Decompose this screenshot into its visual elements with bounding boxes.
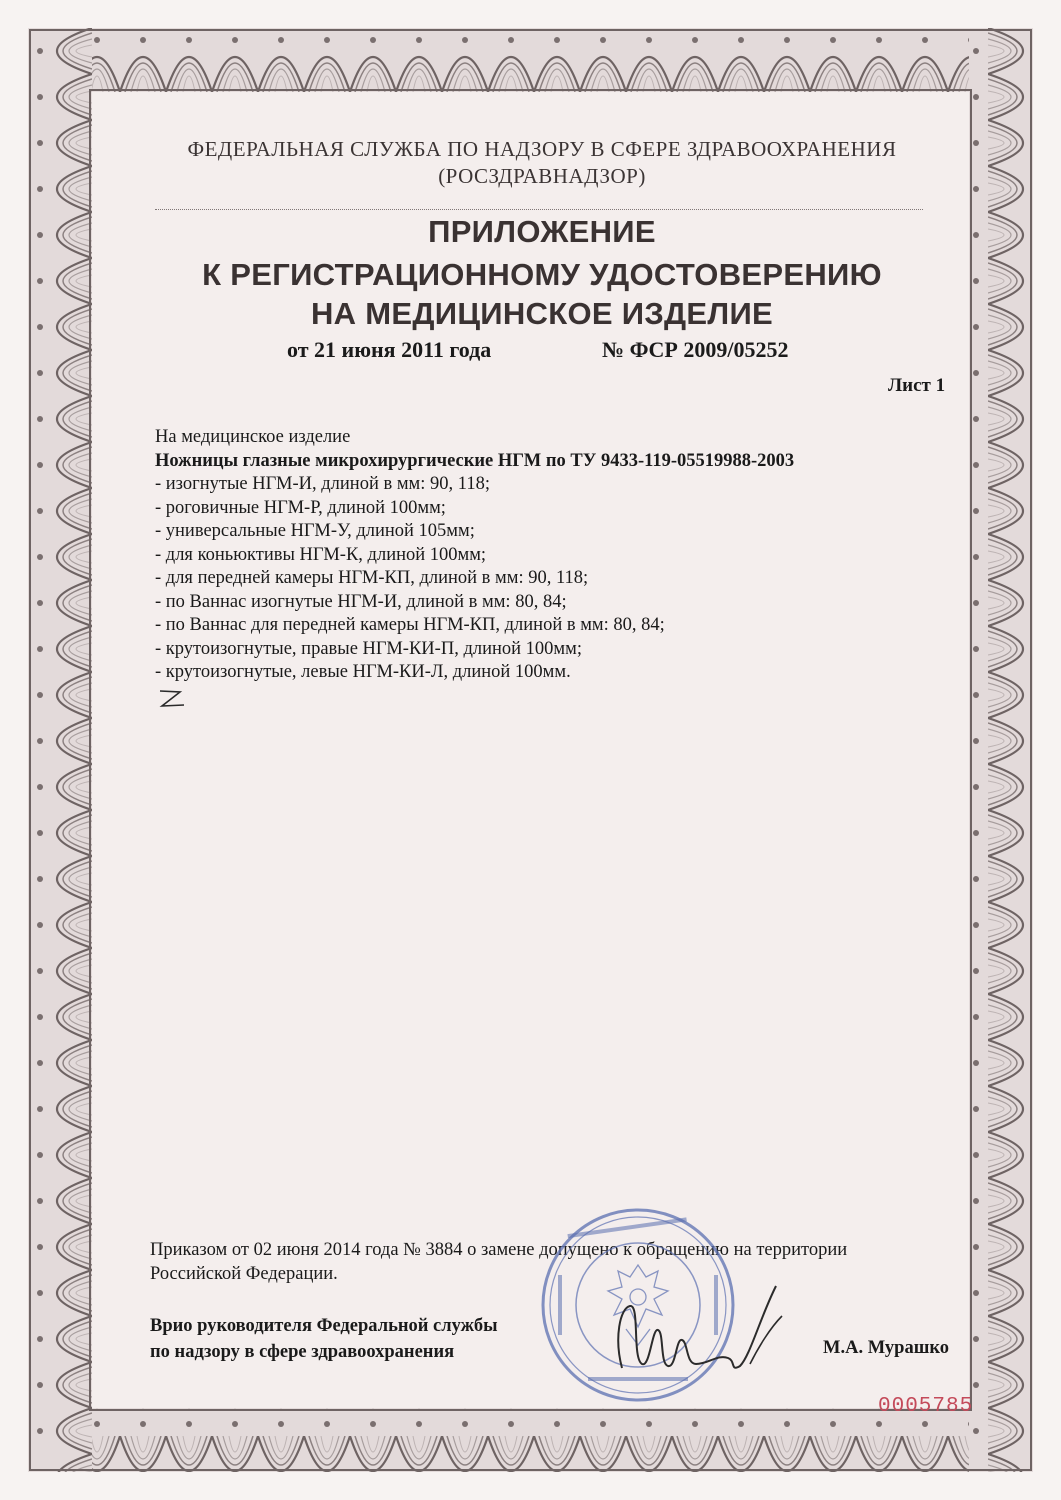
agency-header (92, 136, 992, 190)
doc-title-line2: К РЕГИСТРАЦИОННОМУ УДОСТОВЕРЕНИЮ (202, 257, 882, 292)
sheet-number: Лист 1 (888, 375, 946, 396)
list-item: - крутоизогнутые, левые НГМ-КИ-Л, длиной 100мм. (155, 662, 571, 682)
agency-name: ФЕДЕРАЛЬНАЯ СЛУЖБА ПО НАДЗОРУ В СФЕРЕ ЗДРАВООХРАНЕНИЯ (187, 137, 897, 161)
doc-title-line1: ПРИЛОЖЕНИЕ (428, 214, 656, 249)
list-item: - универсальные НГМ-У, длиной 105мм; (155, 521, 475, 541)
handwritten-z-mark (158, 688, 186, 710)
issue-date: от 21 июня 2011 года (287, 337, 492, 362)
device-description (155, 426, 955, 685)
list-item: - для коньюктивы НГМ-К, длиной 100мм; (155, 544, 487, 565)
order-line1: Приказом от 02 июня 2014 года № 3884 о замене допущено к обращению на территории (150, 1240, 848, 1260)
certificate-number: № ФСР 2009/05252 (602, 337, 789, 362)
list-item: - роговичные НГМ-Р, длиной 100мм; (155, 497, 446, 518)
list-item: - крутоизогнутые, правые НГМ-КИ-П, длиной 100мм; (155, 638, 582, 659)
list-item: - по Ваннас изогнутые НГМ-И, длиной в мм: 80, 84; (155, 591, 567, 612)
agency-abbrev: (РОСЗДРАВНАДЗОР) (438, 164, 646, 188)
handwritten-signature (600, 1268, 800, 1388)
list-item: - по Ваннас для передней камеры НГМ-КП, длиной в мм: 80, 84; (155, 615, 665, 635)
order-line2: Российской Федерации. (150, 1264, 338, 1284)
serial-number: 0005785 (878, 1395, 974, 1418)
list-item: - для передней камеры НГМ-КП, длиной в мм: 90, 118; (155, 568, 589, 588)
device-intro: На медицинское изделие (155, 427, 351, 447)
signatory-title-line1: Врио руководителя Федеральной службы (150, 1316, 498, 1336)
header-divider (155, 209, 923, 210)
list-item: - изогнутые НГМ-И, длиной в мм: 90, 118; (155, 474, 490, 494)
doc-title-line3: НА МЕДИЦИНСКОЕ ИЗДЕЛИЕ (310, 296, 774, 331)
signatory-name: М.А. Мурашко (823, 1338, 949, 1358)
device-name: Ножницы глазные микрохирургические НГМ по ТУ 9433-119-05519988-2003 (155, 450, 795, 471)
signatory-title-line2: по надзору в сфере здравоохранения (150, 1342, 455, 1362)
signatory-title (150, 1313, 498, 1365)
